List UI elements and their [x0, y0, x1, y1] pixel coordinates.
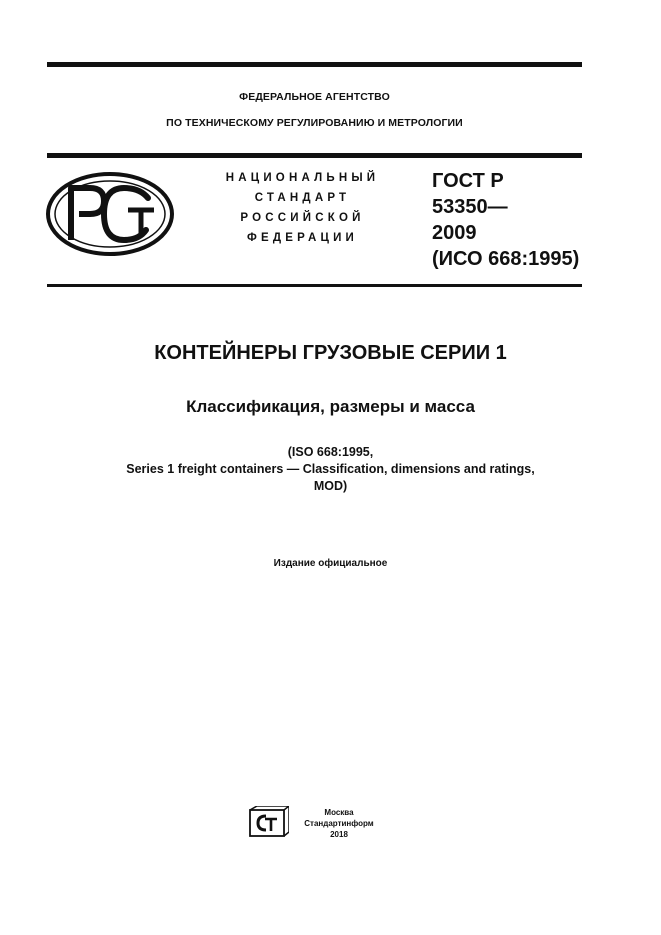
publisher-year: 2018: [330, 830, 348, 839]
agency-line-1: ФЕДЕРАЛЬНОЕ АГЕНТСТВО: [239, 91, 390, 103]
english-line-1: (ISO 668:1995,: [287, 445, 374, 459]
gost-line-3: 2009: [432, 222, 477, 244]
gost-line-4: (ИСО 668:1995): [432, 248, 580, 270]
national-line-1: НАЦИОНАЛЬНЫЙ: [225, 172, 380, 184]
edition-label: Издание официальное: [273, 558, 388, 569]
publisher-info: [296, 807, 382, 840]
gost-line-1: ГОСТ Р: [432, 170, 504, 192]
top-rule: [47, 62, 582, 67]
national-line-2: СТАНДАРТ: [254, 192, 351, 204]
standartinform-logo: [247, 806, 289, 838]
block-rule: [47, 284, 582, 287]
national-line-3: РОССИЙСКОЙ: [240, 212, 365, 224]
agency-line-2: ПО ТЕХНИЧЕСКОМУ РЕГУЛИРОВАНИЮ И МЕТРОЛОГИИ: [166, 117, 463, 129]
rosstandart-logo: [44, 170, 176, 258]
english-line-3: MOD): [313, 479, 348, 493]
gost-line-2: 53350—: [432, 196, 508, 218]
national-line-4: ФЕДЕРАЦИИ: [246, 232, 359, 244]
header-rule: [47, 153, 582, 158]
document-subtitle: Классификация, размеры и масса: [186, 397, 475, 416]
document-title: КОНТЕЙНЕРЫ ГРУЗОВЫЕ СЕРИИ 1: [154, 342, 507, 364]
publisher-name: Стандартинформ: [304, 819, 374, 828]
publisher-city: Москва: [324, 808, 354, 817]
english-line-2: Series 1 freight containers — Classification, dimensions and ratings,: [126, 462, 535, 476]
